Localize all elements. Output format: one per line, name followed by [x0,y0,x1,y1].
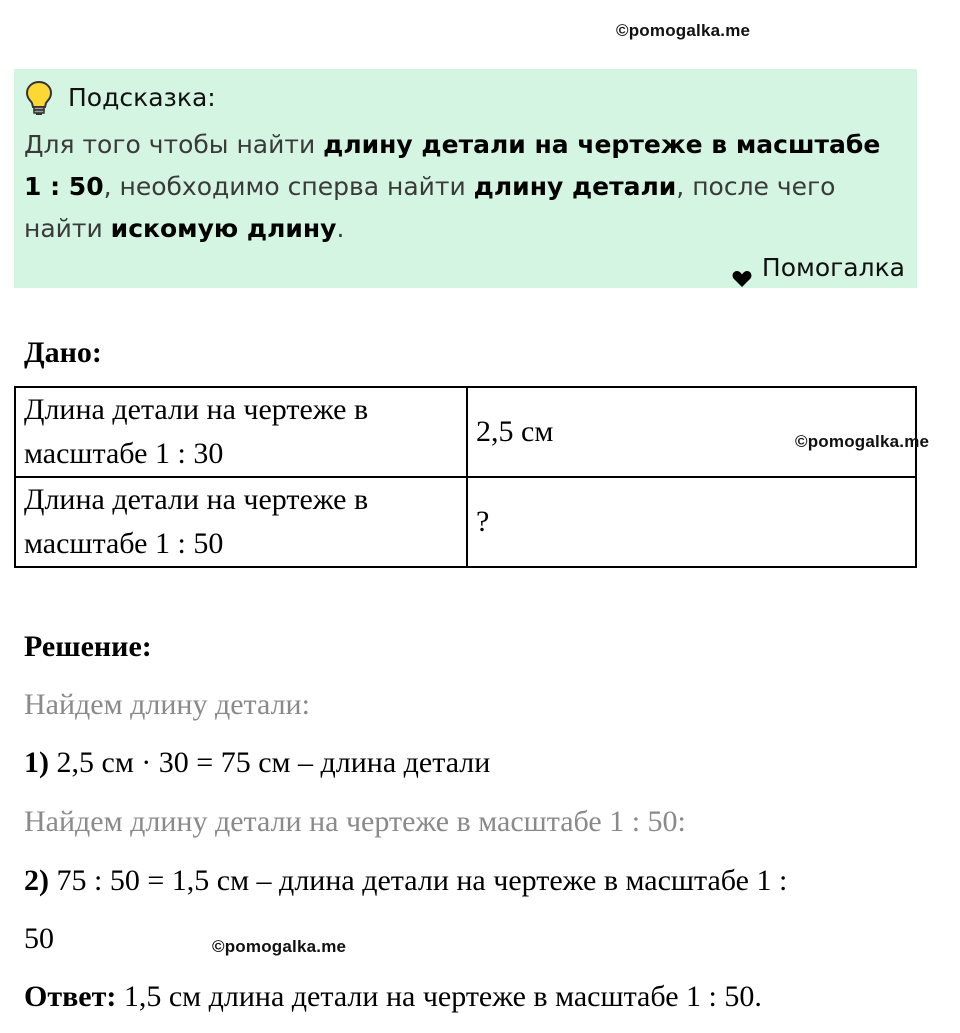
hint-text-bold: длину детали [473,172,677,201]
hint-text-part: , необходимо сперва найти [103,172,474,201]
hint-text-bold: длину детали на чертеже в масштабе 1 : 50 [24,130,881,201]
given-heading: Дано: [24,336,102,369]
watermark: ©pomogalka.me [212,937,347,956]
solution-hint-line: Найдем длину детали: [24,688,310,721]
answer-line [24,980,762,1014]
step-text: 75 : 50 = 1,5 см – длина детали на чертеже в масштабе 1 : [49,864,788,897]
answer-text: 1,5 см длина детали на чертеже в масштабе 1 : 50. [116,980,762,1013]
solution-step [24,864,787,898]
hint-text-part: Для того чтобы найти [24,130,324,159]
hint-box [14,69,917,288]
hint-text [24,124,904,250]
solution-heading: Решение: [24,630,152,663]
signature-text: Помогалка [761,253,905,282]
solution-hint-line: Найдем длину детали на чертеже в масштабе 1 : 50: [24,805,686,838]
step-number: 1) [24,746,49,779]
answer-label: Ответ: [24,980,117,1013]
table-cell-value: 2,5 см [467,387,916,477]
watermark: ©pomogalka.me [616,21,751,40]
table-cell-label: Длина детали на чертеже в масштабе 1 : 30 [15,387,467,477]
table-cell-value: ? [467,477,916,567]
hint-title [24,77,216,119]
watermark: ©pomogalka.me [795,432,930,451]
step-text: 2,5 см · 30 = 75 см – длина детали [49,746,491,779]
step-number: 2) [24,864,49,897]
given-table [14,386,917,568]
solution-step [24,746,490,780]
hint-text-part: . [336,214,345,243]
hint-text-bold: искомую длину [110,214,337,243]
heart-icon [732,259,752,277]
table-cell-label: Длина детали на чертеже в масштабе 1 : 50 [15,477,467,567]
hint-signature [732,247,905,289]
hint-text-part: , после чего найти [24,172,836,243]
table-row [15,387,916,477]
solution-step-continued: 50 [24,922,54,955]
hint-title-text: Подсказка: [68,83,216,112]
lightbulb-icon [24,80,54,116]
table-row [15,477,916,567]
